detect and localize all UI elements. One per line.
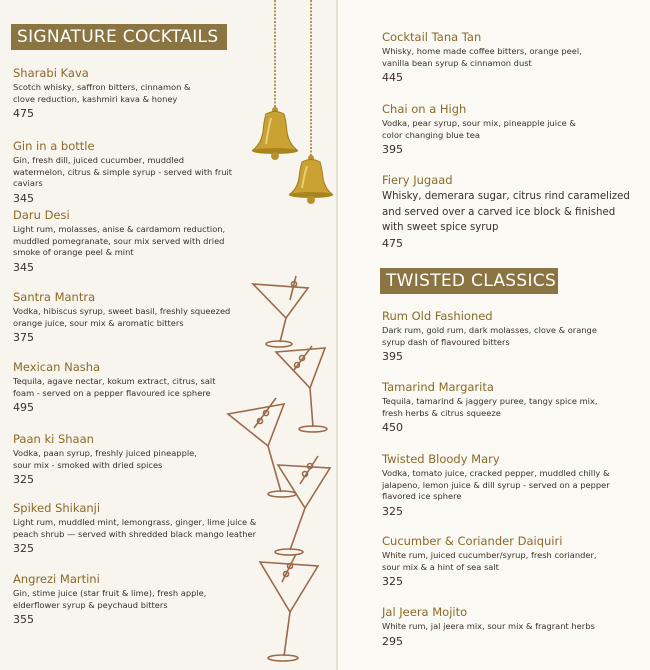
item-description: Scotch whisky, saffron bitters, cinnamon & clove reduction, kashmiri kava & honey: [13, 82, 191, 104]
item-price: 395: [382, 350, 403, 363]
item-name: Chai on a High: [382, 102, 467, 116]
menu-item: [382, 605, 632, 649]
item-description: Gin, fresh dill, juiced cucumber, muddled watermelon, citrus & simple syrup - served with fruit caviars: [13, 155, 233, 188]
item-description: Whisky, demerara sugar, citrus rind caramelized and served over a carved ice block & finished with sweet spice syrup: [382, 191, 630, 233]
menu-item: [382, 173, 632, 251]
item-name: Twisted Bloody Mary: [382, 452, 500, 466]
menu-item: [382, 452, 632, 519]
item-description: White rum, juiced cucumber/syrup, fresh coriander, sour mix & a hint of sea salt: [382, 550, 597, 572]
item-price: 395: [382, 143, 403, 156]
item-name: Sharabi Kava: [13, 66, 89, 80]
item-name: Cucumber & Coriander Daiquiri: [382, 534, 563, 548]
menu-item: [382, 102, 632, 157]
item-price: 375: [13, 331, 34, 344]
item-description: Light rum, molasses, anise & cardamom reduction, muddled pomegranate, sour mix served with dried smoke of orange peel & mint: [13, 224, 226, 257]
section-title-signature-cocktails: SIGNATURE COCKTAILS: [11, 24, 227, 50]
item-description: Vodka, hibiscus syrup, sweet basil, freshly squeezed orange juice, sour mix & aromatic bitters: [13, 306, 231, 328]
menu-item: [382, 380, 632, 435]
martini-glass-icon: [276, 346, 327, 432]
menu-item: [13, 360, 263, 415]
item-price: 345: [13, 260, 34, 274]
item-name: Cocktail Tana Tan: [382, 30, 482, 44]
martini-glass-icon: [275, 456, 330, 555]
item-name: Spiked Shikanji: [13, 501, 101, 515]
item-price: 345: [13, 191, 34, 205]
item-description: White rum, jal jeera mix, sour mix & fragrant herbs: [382, 621, 595, 631]
item-name: Daru Desi: [13, 208, 70, 222]
item-price: 450: [382, 421, 403, 434]
item-price: 445: [382, 71, 403, 84]
item-description: Vodka, paan syrup, freshly juiced pineapple, sour mix - smoked with dried spices: [13, 448, 197, 470]
menu-item: [13, 290, 263, 345]
item-description: Vodka, tomato juice, cracked pepper, muddled chilly & jalapeno, lemon juice & dill syrup - served on a pepper flavored ice sphere: [382, 468, 610, 501]
item-description: Tequila, agave nectar, kokum extract, citrus, salt foam - served on a pepper flavoured ice sphere: [13, 376, 216, 398]
item-name: Santra Mantra: [13, 290, 96, 304]
item-description: Dark rum, gold rum, dark molasses, clove & orange syrup dash of flavoured bitters: [382, 325, 597, 347]
martini-glass-icon: [260, 554, 318, 661]
item-price: 325: [382, 575, 403, 588]
item-description: Vodka, pear syrup, sour mix, pineapple juice & color changing blue tea: [382, 118, 576, 140]
item-name: Fiery Jugaad: [382, 173, 453, 187]
item-price: 295: [382, 634, 403, 648]
menu-item: [382, 534, 632, 589]
item-name: Jal Jeera Mojito: [382, 605, 468, 619]
menu-item: [13, 432, 263, 487]
menu-item: [382, 30, 632, 85]
item-price: 355: [13, 613, 34, 626]
menu-item: [13, 66, 263, 121]
item-name: Paan ki Shaan: [13, 432, 94, 446]
item-name: Tamarind Margarita: [382, 380, 494, 394]
item-name: Gin in a bottle: [13, 139, 95, 153]
menu-item: [382, 309, 632, 364]
section-title-twisted-classics: TWISTED CLASSICS: [380, 268, 558, 294]
item-description: Whisky, home made coffee bitters, orange peel, vanilla bean syrup & cinnamon dust: [382, 46, 582, 68]
item-price: 325: [13, 473, 34, 486]
item-price: 475: [13, 107, 34, 120]
bell-icon: [289, 155, 333, 204]
menu-item: [13, 501, 263, 556]
menu-item: [13, 208, 263, 275]
item-price: 475: [382, 236, 403, 250]
item-description: Light rum, muddled mint, lemongrass, ginger, lime juice & peach shrub — served with shredded black mango leather: [13, 517, 257, 539]
item-name: Angrezi Martini: [13, 572, 100, 586]
item-price: 325: [13, 542, 34, 555]
menu-item: [13, 572, 263, 627]
item-name: Mexican Nasha: [13, 360, 101, 374]
item-price: 495: [13, 401, 34, 414]
item-description: Tequila, tamarind & jaggery puree, tangy spice mix, fresh herbs & citrus squeeze: [382, 396, 598, 418]
menu-item: [13, 139, 263, 206]
item-price: 325: [382, 504, 403, 518]
item-name: Rum Old Fashioned: [382, 309, 493, 323]
item-description: Gin, stime juice (star fruit & lime), fresh apple, elderflower syrup & peychaud bitters: [13, 588, 207, 610]
